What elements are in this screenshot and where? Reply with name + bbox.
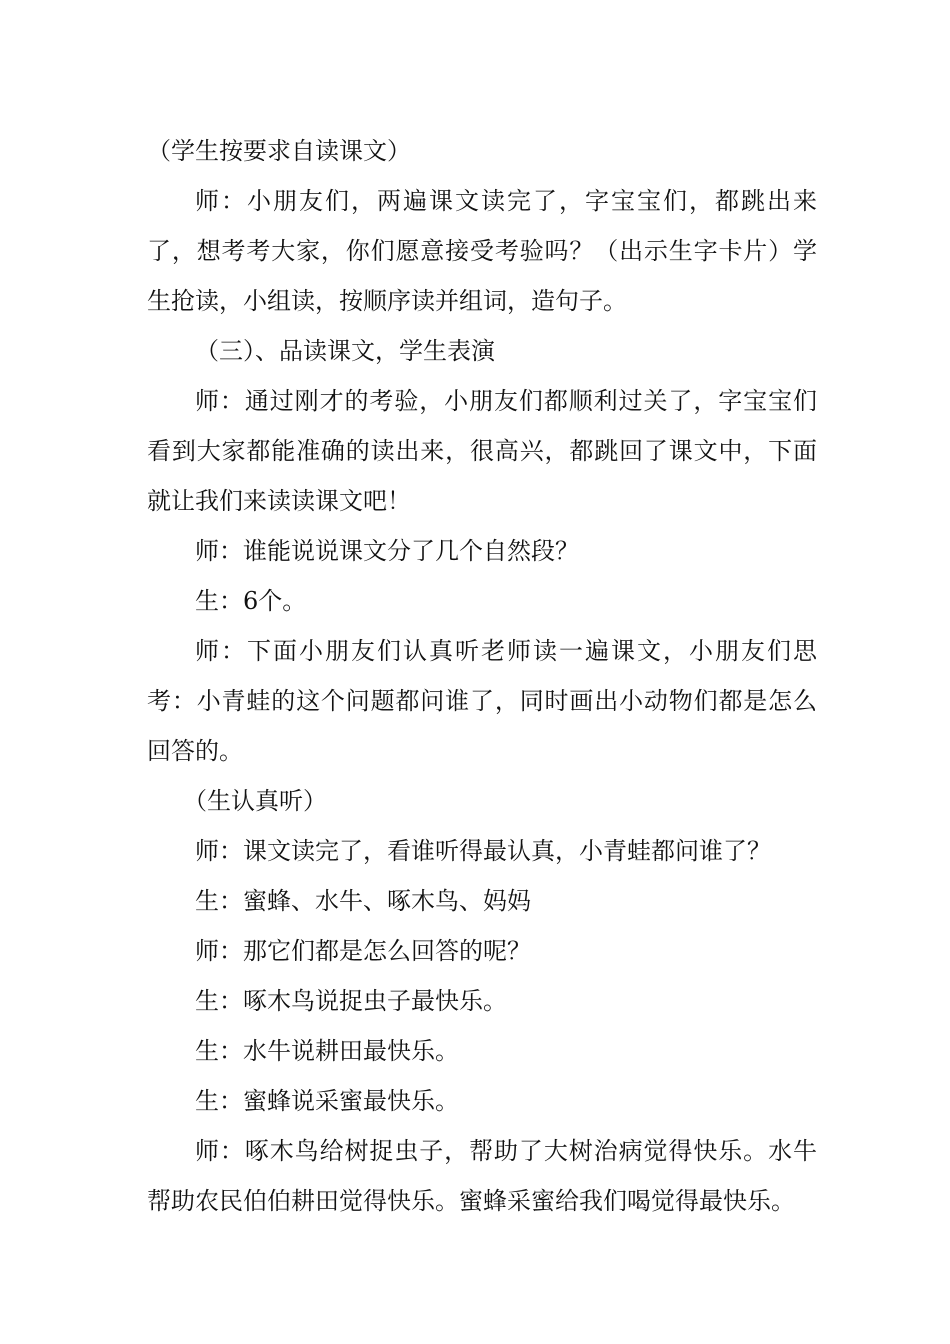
- paragraph: 生：啄木鸟说捉虫子最快乐。: [195, 987, 507, 1015]
- section-heading: （三）、品读课文，学生表演: [195, 337, 495, 365]
- paragraph: 师：谁能说说课文分了几个自然段？: [195, 537, 579, 565]
- document-body: [147, 126, 817, 1226]
- paragraph: 师：下面小朋友们认真听老师读一遍课文，小朋友们思考：小青蛙的这个问题都问谁了，同时画出小动物们都是怎么回答的。: [147, 637, 817, 765]
- paragraph: 生：蜜蜂、水牛、啄木鸟、妈妈: [195, 887, 531, 915]
- paragraph: 师：课文读完了，看谁听得最认真，小青蛙都问谁了？: [195, 837, 771, 865]
- paragraph: 师：通过刚才的考验，小朋友们都顺利过关了，字宝宝们看到大家都能准确的读出来，很高兴，都跳回了课文中，下面就让我们来读读课文吧！: [147, 387, 817, 515]
- paragraph: 生：6个。: [195, 587, 307, 615]
- paragraph: 师：小朋友们，两遍课文读完了，字宝宝们，都跳出来了，想考考大家，你们愿意接受考验吗？（出示生字卡片）学生抢读，小组读，按顺序读并组词，造句子。: [147, 187, 817, 315]
- paragraph: 生：蜜蜂说采蜜最快乐。: [195, 1087, 459, 1115]
- paragraph: 师：那它们都是怎么回答的呢？: [195, 937, 531, 965]
- paragraph: （学生按要求自读课文）: [147, 137, 411, 165]
- paragraph: 师：啄木鸟给树捉虫子，帮助了大树治病觉得快乐。水牛帮助农民伯伯耕田觉得快乐。蜜蜂采蜜给我们喝觉得最快乐。: [147, 1137, 817, 1215]
- paragraph: 生：水牛说耕田最快乐。: [195, 1037, 459, 1065]
- paragraph: （生认真听）: [183, 787, 327, 815]
